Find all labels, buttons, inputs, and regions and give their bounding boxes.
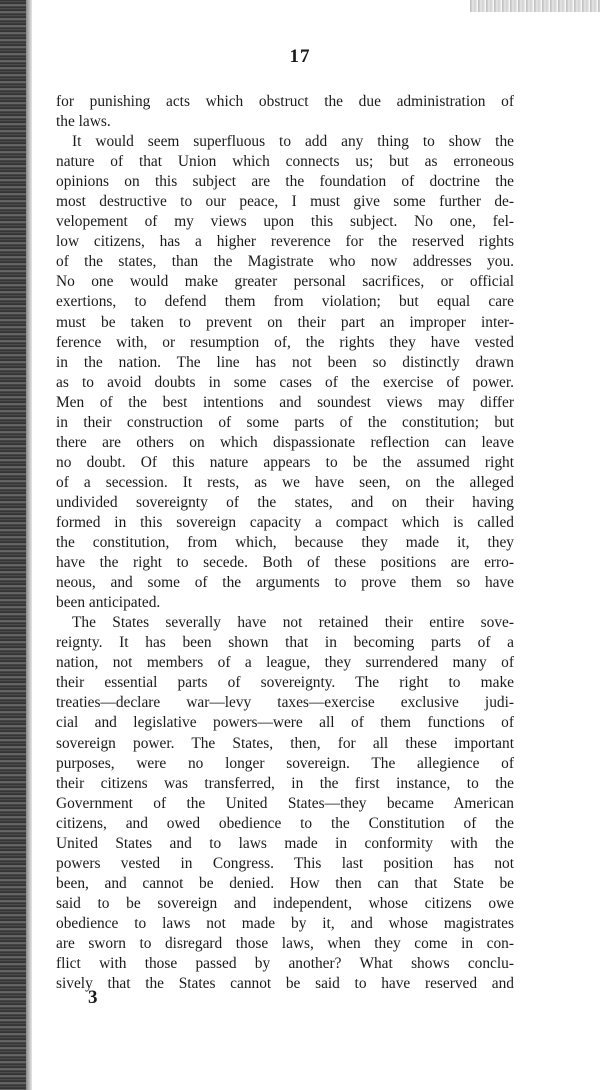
text-line: flict with those passed by another? What shows conclu- <box>56 955 514 973</box>
text-line: It would seem superfluous to add any thing to show the <box>72 133 514 151</box>
text-line: as to avoid doubts in some cases of the exercise of power. <box>56 373 514 391</box>
text-line: The States severally have not retained their entire sove- <box>72 614 514 632</box>
text-line: velopement of my views upon this subject. No one, fel- <box>56 213 514 231</box>
text-line: sively that the States cannot be said to have reserved and <box>56 975 514 993</box>
text-line: most destructive to our peace, I must give some further de- <box>56 193 514 211</box>
text-line: Government of the United States—they became American <box>56 794 514 812</box>
text-line: said to be sovereign and independent, whose citizens owe <box>56 894 514 912</box>
text-line: of a secession. It rests, as we have seen, on the alleged <box>56 473 514 491</box>
text-line: exertions, to defend them from violation; but equal care <box>56 293 514 311</box>
text-line: there are others on which dispassionate reflection can leave <box>56 433 514 451</box>
text-line: Men of the best intentions and soundest views may differ <box>56 393 514 411</box>
page-number: 17 <box>289 46 311 67</box>
text-line: in their construction of some parts of the constitution; but <box>56 413 514 431</box>
signature-mark: 3 <box>88 987 98 1008</box>
text-line: been, and cannot be denied. How then can that State be <box>56 874 514 892</box>
text-line: United States and to laws made in conformity with the <box>56 834 514 852</box>
text-line: low citizens, has a higher reverence for the reserved rights <box>56 233 514 251</box>
text-line: have the right to secede. Both of these positions are erro- <box>56 554 514 572</box>
text-line: cial and legislative powers—were all of them functions of <box>56 714 514 732</box>
body-text <box>56 92 514 994</box>
scan-noise <box>470 0 600 12</box>
text-line: treaties—declare war—levy taxes—exercise exclusive judi- <box>56 694 514 712</box>
text-line: no doubt. Of this nature appears to be the assumed right <box>56 453 514 471</box>
text-line: powers vested in Congress. This last position has not <box>56 854 514 872</box>
text-line: nation, not members of a league, they surrendered many of <box>56 654 514 672</box>
text-line: been anticipated. <box>56 594 161 612</box>
text-line: No one would make greater personal sacrifices, or official <box>56 273 514 291</box>
text-line: formed in this sovereign capacity a compact which is called <box>56 513 514 531</box>
book-binding-gutter <box>0 0 26 1090</box>
text-line: ference with, or resumption of, the rights they have vested <box>56 333 514 351</box>
text-line: in the nation. The line has not been so distinctly drawn <box>56 353 514 371</box>
text-line: the laws. <box>56 113 111 131</box>
page-edge-shadow <box>26 0 32 1090</box>
text-line: the constitution, from which, because they made it, they <box>56 534 514 552</box>
text-line: obedience to laws not made by it, and whose magistrates <box>56 914 514 932</box>
text-line: neous, and some of the arguments to prove them so have <box>56 574 514 592</box>
text-line: citizens, and owed obedience to the Constitution of the <box>56 814 514 832</box>
text-line: are sworn to disregard those laws, when they come in con- <box>56 934 514 952</box>
text-line: their essential parts of sovereignty. The right to make <box>56 674 514 692</box>
text-line: purposes, were no longer sovereign. The allegience of <box>56 754 514 772</box>
text-line: reignty. It has been shown that in becoming parts of a <box>56 634 514 652</box>
text-line: sovereign power. The States, then, for all these important <box>56 734 514 752</box>
text-line: for punishing acts which obstruct the due administration of <box>56 93 514 110</box>
text-line: their citizens was transferred, in the first instance, to the <box>56 774 514 792</box>
text-line: undivided sovereignty of the states, and on their having <box>56 493 514 511</box>
text-line: opinions on this subject are the foundation of doctrine the <box>56 173 514 191</box>
text-line: of the states, than the Magistrate who now addresses you. <box>56 253 514 271</box>
text-line: nature of that Union which connects us; but as erroneous <box>56 153 514 171</box>
text-line: must be taken to prevent on their part an improper inter- <box>56 313 514 331</box>
